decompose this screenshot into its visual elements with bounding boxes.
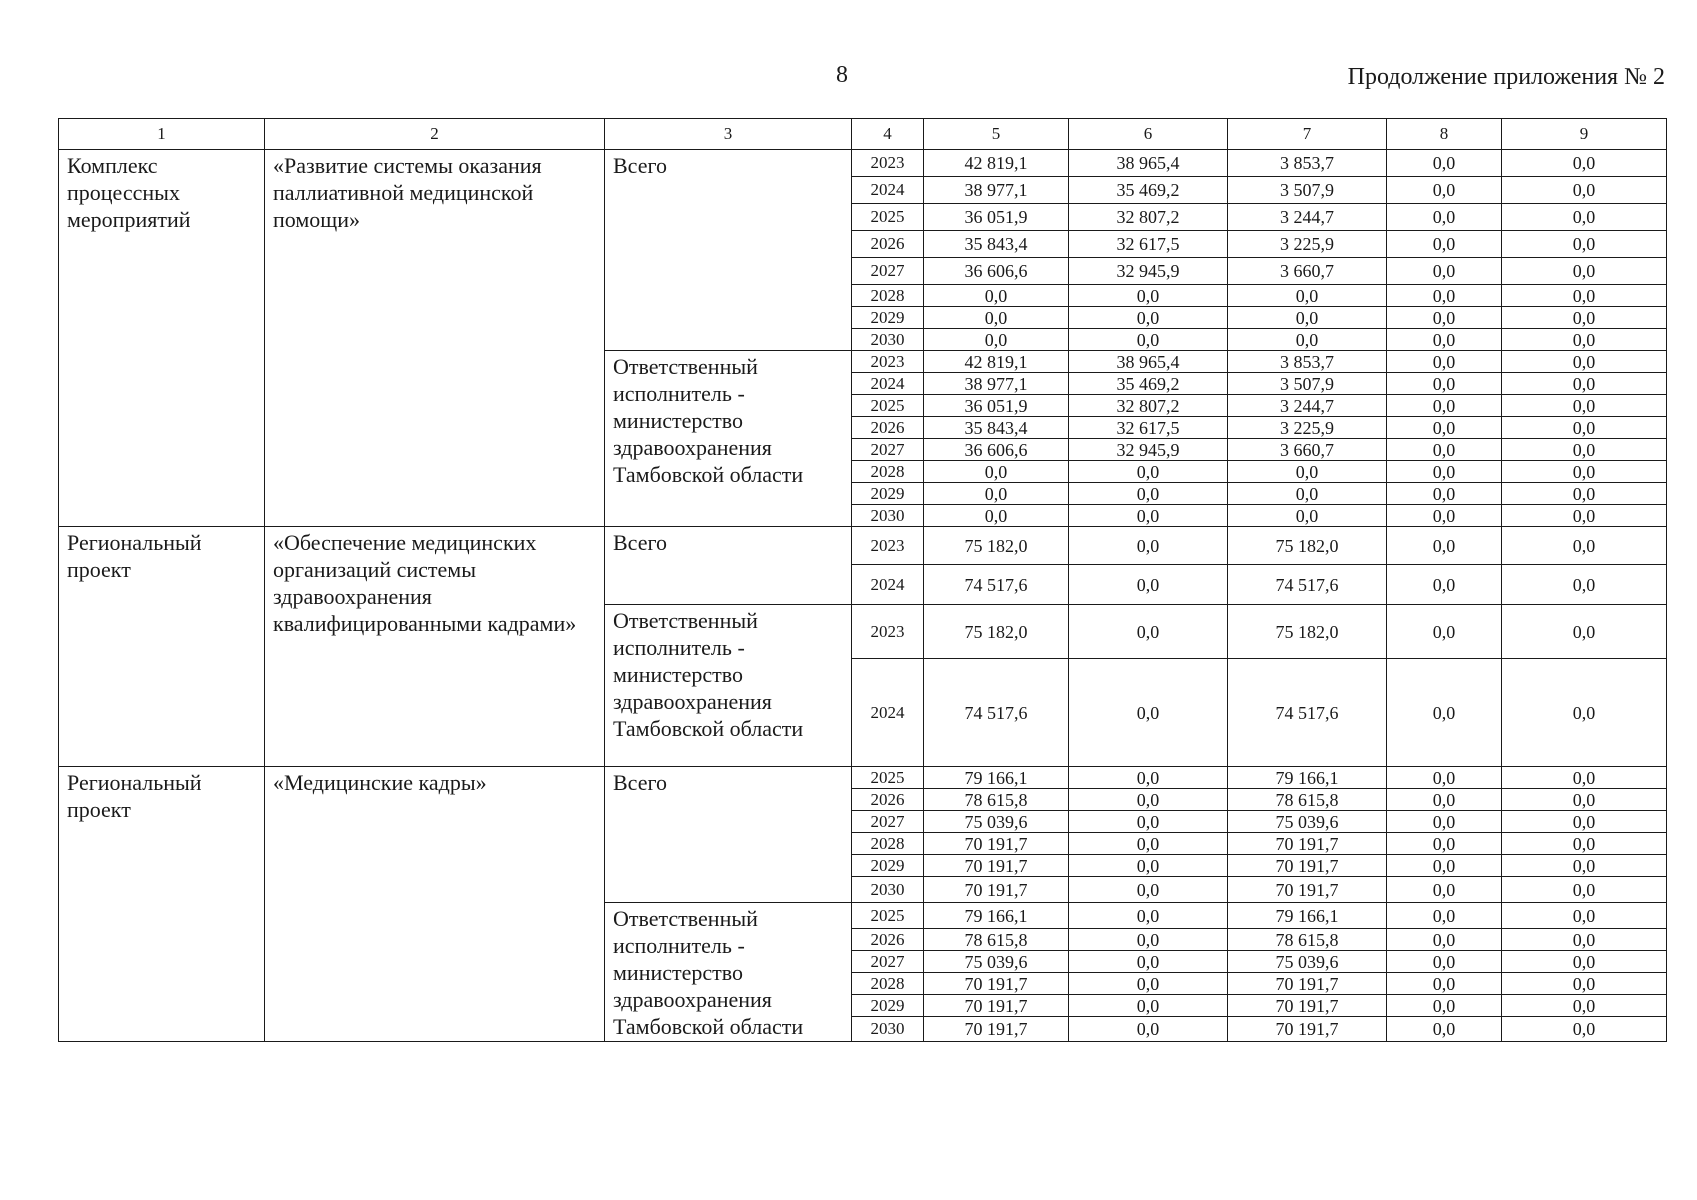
value-col9-cell: 0,0 [1502, 973, 1667, 995]
value-col7-cell: 3 853,7 [1228, 351, 1387, 373]
group-name-cell: «Медицинские кадры» [265, 767, 605, 1042]
subgroup-label-cell: Всего [605, 150, 852, 351]
value-col8-cell: 0,0 [1387, 483, 1502, 505]
value-col9-cell: 0,0 [1502, 150, 1667, 177]
value-col6-cell: 0,0 [1069, 973, 1228, 995]
year-cell: 2026 [852, 929, 924, 951]
value-col6-cell: 38 965,4 [1069, 351, 1228, 373]
column-header: 9 [1502, 119, 1667, 150]
year-cell: 2027 [852, 951, 924, 973]
value-col9-cell: 0,0 [1502, 439, 1667, 461]
value-col5-cell: 70 191,7 [924, 833, 1069, 855]
value-col5-cell: 0,0 [924, 307, 1069, 329]
year-cell: 2029 [852, 855, 924, 877]
value-col7-cell: 75 039,6 [1228, 951, 1387, 973]
year-cell: 2028 [852, 973, 924, 995]
value-col7-cell: 78 615,8 [1228, 929, 1387, 951]
value-col5-cell: 36 606,6 [924, 439, 1069, 461]
value-col6-cell: 0,0 [1069, 767, 1228, 789]
value-col8-cell: 0,0 [1387, 565, 1502, 605]
value-col6-cell: 0,0 [1069, 285, 1228, 307]
value-col8-cell: 0,0 [1387, 329, 1502, 351]
value-col9-cell: 0,0 [1502, 951, 1667, 973]
funding-table [58, 118, 1667, 1042]
value-col7-cell: 3 225,9 [1228, 417, 1387, 439]
value-col8-cell: 0,0 [1387, 767, 1502, 789]
value-col5-cell: 38 977,1 [924, 177, 1069, 204]
value-col6-cell: 32 807,2 [1069, 204, 1228, 231]
column-header: 4 [852, 119, 924, 150]
value-col7-cell: 70 191,7 [1228, 855, 1387, 877]
value-col5-cell: 79 166,1 [924, 903, 1069, 929]
value-col7-cell: 79 166,1 [1228, 903, 1387, 929]
value-col9-cell: 0,0 [1502, 1017, 1667, 1042]
value-col5-cell: 74 517,6 [924, 565, 1069, 605]
value-col6-cell: 0,0 [1069, 527, 1228, 565]
value-col7-cell: 0,0 [1228, 329, 1387, 351]
group-type-cell: Комплекс процессных мероприятий [59, 150, 265, 527]
year-cell: 2027 [852, 439, 924, 461]
value-col9-cell: 0,0 [1502, 307, 1667, 329]
year-cell: 2025 [852, 767, 924, 789]
value-col7-cell: 3 660,7 [1228, 258, 1387, 285]
page-number: 8 [836, 62, 848, 88]
year-cell: 2025 [852, 903, 924, 929]
year-cell: 2025 [852, 395, 924, 417]
value-col8-cell: 0,0 [1387, 659, 1502, 767]
value-col7-cell: 75 039,6 [1228, 811, 1387, 833]
value-col8-cell: 0,0 [1387, 505, 1502, 527]
value-col8-cell: 0,0 [1387, 351, 1502, 373]
value-col9-cell: 0,0 [1502, 527, 1667, 565]
column-header-row [59, 119, 1667, 150]
value-col6-cell: 0,0 [1069, 565, 1228, 605]
value-col8-cell: 0,0 [1387, 1017, 1502, 1042]
value-col5-cell: 75 182,0 [924, 527, 1069, 565]
value-col8-cell: 0,0 [1387, 307, 1502, 329]
value-col9-cell: 0,0 [1502, 285, 1667, 307]
value-col9-cell: 0,0 [1502, 903, 1667, 929]
year-cell: 2028 [852, 833, 924, 855]
subgroup-label-cell: Всего [605, 767, 852, 903]
value-col5-cell: 0,0 [924, 329, 1069, 351]
value-col9-cell: 0,0 [1502, 877, 1667, 903]
value-col6-cell: 0,0 [1069, 605, 1228, 659]
value-col6-cell: 0,0 [1069, 877, 1228, 903]
value-col7-cell: 70 191,7 [1228, 877, 1387, 903]
value-col7-cell: 70 191,7 [1228, 833, 1387, 855]
value-col9-cell: 0,0 [1502, 395, 1667, 417]
year-cell: 2030 [852, 1017, 924, 1042]
value-col8-cell: 0,0 [1387, 527, 1502, 565]
value-col8-cell: 0,0 [1387, 231, 1502, 258]
value-col5-cell: 36 051,9 [924, 204, 1069, 231]
value-col9-cell: 0,0 [1502, 659, 1667, 767]
year-cell: 2029 [852, 483, 924, 505]
value-col8-cell: 0,0 [1387, 204, 1502, 231]
value-col9-cell: 0,0 [1502, 483, 1667, 505]
value-col8-cell: 0,0 [1387, 811, 1502, 833]
year-cell: 2024 [852, 659, 924, 767]
value-col5-cell: 70 191,7 [924, 855, 1069, 877]
value-col6-cell: 0,0 [1069, 1017, 1228, 1042]
value-col7-cell: 70 191,7 [1228, 1017, 1387, 1042]
value-col6-cell: 0,0 [1069, 929, 1228, 951]
value-col6-cell: 32 807,2 [1069, 395, 1228, 417]
value-col7-cell: 3 507,9 [1228, 177, 1387, 204]
value-col5-cell: 36 051,9 [924, 395, 1069, 417]
value-col7-cell: 74 517,6 [1228, 659, 1387, 767]
year-cell: 2026 [852, 789, 924, 811]
value-col5-cell: 42 819,1 [924, 351, 1069, 373]
year-cell: 2027 [852, 258, 924, 285]
column-header: 3 [605, 119, 852, 150]
value-col7-cell: 75 182,0 [1228, 527, 1387, 565]
value-col6-cell: 32 945,9 [1069, 439, 1228, 461]
value-col6-cell: 0,0 [1069, 811, 1228, 833]
value-col5-cell: 74 517,6 [924, 659, 1069, 767]
value-col7-cell: 0,0 [1228, 483, 1387, 505]
year-cell: 2027 [852, 811, 924, 833]
value-col7-cell: 0,0 [1228, 307, 1387, 329]
value-col7-cell: 3 853,7 [1228, 150, 1387, 177]
column-header: 1 [59, 119, 265, 150]
value-col5-cell: 0,0 [924, 505, 1069, 527]
value-col9-cell: 0,0 [1502, 929, 1667, 951]
value-col6-cell: 32 945,9 [1069, 258, 1228, 285]
year-cell: 2023 [852, 351, 924, 373]
value-col8-cell: 0,0 [1387, 951, 1502, 973]
value-col5-cell: 70 191,7 [924, 973, 1069, 995]
year-cell: 2026 [852, 417, 924, 439]
value-col5-cell: 75 039,6 [924, 811, 1069, 833]
value-col9-cell: 0,0 [1502, 329, 1667, 351]
value-col7-cell: 70 191,7 [1228, 973, 1387, 995]
value-col7-cell: 3 244,7 [1228, 395, 1387, 417]
column-header: 6 [1069, 119, 1228, 150]
value-col7-cell: 75 182,0 [1228, 605, 1387, 659]
value-col7-cell: 74 517,6 [1228, 565, 1387, 605]
value-col7-cell: 3 507,9 [1228, 373, 1387, 395]
value-col9-cell: 0,0 [1502, 789, 1667, 811]
table-row [59, 150, 1667, 177]
value-col8-cell: 0,0 [1387, 439, 1502, 461]
value-col5-cell: 35 843,4 [924, 231, 1069, 258]
year-cell: 2023 [852, 527, 924, 565]
value-col8-cell: 0,0 [1387, 995, 1502, 1017]
value-col6-cell: 32 617,5 [1069, 231, 1228, 258]
value-col6-cell: 0,0 [1069, 659, 1228, 767]
subgroup-label-cell: Ответственный исполнитель - министерство здравоохранения Тамбовской области [605, 351, 852, 527]
value-col5-cell: 70 191,7 [924, 995, 1069, 1017]
value-col9-cell: 0,0 [1502, 565, 1667, 605]
value-col9-cell: 0,0 [1502, 417, 1667, 439]
value-col8-cell: 0,0 [1387, 833, 1502, 855]
value-col9-cell: 0,0 [1502, 833, 1667, 855]
value-col9-cell: 0,0 [1502, 995, 1667, 1017]
year-cell: 2023 [852, 150, 924, 177]
value-col6-cell: 0,0 [1069, 505, 1228, 527]
value-col9-cell: 0,0 [1502, 811, 1667, 833]
value-col7-cell: 0,0 [1228, 505, 1387, 527]
value-col6-cell: 32 617,5 [1069, 417, 1228, 439]
year-cell: 2025 [852, 204, 924, 231]
value-col6-cell: 38 965,4 [1069, 150, 1228, 177]
value-col8-cell: 0,0 [1387, 877, 1502, 903]
table-row [59, 767, 1667, 789]
value-col5-cell: 0,0 [924, 483, 1069, 505]
value-col6-cell: 0,0 [1069, 995, 1228, 1017]
value-col6-cell: 0,0 [1069, 461, 1228, 483]
subgroup-label-cell: Ответственный исполнитель - министерство здравоохранения Тамбовской области [605, 903, 852, 1042]
value-col8-cell: 0,0 [1387, 789, 1502, 811]
value-col6-cell: 35 469,2 [1069, 177, 1228, 204]
value-col9-cell: 0,0 [1502, 351, 1667, 373]
value-col7-cell: 3 225,9 [1228, 231, 1387, 258]
value-col8-cell: 0,0 [1387, 973, 1502, 995]
value-col7-cell: 79 166,1 [1228, 767, 1387, 789]
group-name-cell: «Развитие системы оказания паллиативной медицинской помощи» [265, 150, 605, 527]
column-header: 5 [924, 119, 1069, 150]
value-col9-cell: 0,0 [1502, 855, 1667, 877]
value-col5-cell: 0,0 [924, 461, 1069, 483]
value-col7-cell: 3 244,7 [1228, 204, 1387, 231]
value-col6-cell: 0,0 [1069, 903, 1228, 929]
value-col5-cell: 75 039,6 [924, 951, 1069, 973]
value-col5-cell: 35 843,4 [924, 417, 1069, 439]
value-col7-cell: 78 615,8 [1228, 789, 1387, 811]
value-col5-cell: 78 615,8 [924, 789, 1069, 811]
subgroup-label-cell: Всего [605, 527, 852, 605]
page-heading: Продолжение приложения № 2 [1347, 64, 1665, 90]
year-cell: 2024 [852, 177, 924, 204]
year-cell: 2030 [852, 877, 924, 903]
value-col5-cell: 70 191,7 [924, 1017, 1069, 1042]
value-col9-cell: 0,0 [1502, 605, 1667, 659]
year-cell: 2030 [852, 329, 924, 351]
value-col9-cell: 0,0 [1502, 204, 1667, 231]
value-col8-cell: 0,0 [1387, 855, 1502, 877]
value-col8-cell: 0,0 [1387, 177, 1502, 204]
value-col7-cell: 3 660,7 [1228, 439, 1387, 461]
value-col8-cell: 0,0 [1387, 285, 1502, 307]
value-col5-cell: 78 615,8 [924, 929, 1069, 951]
year-cell: 2026 [852, 231, 924, 258]
table-row [59, 527, 1667, 565]
year-cell: 2023 [852, 605, 924, 659]
value-col9-cell: 0,0 [1502, 177, 1667, 204]
value-col6-cell: 0,0 [1069, 307, 1228, 329]
value-col8-cell: 0,0 [1387, 258, 1502, 285]
value-col8-cell: 0,0 [1387, 903, 1502, 929]
year-cell: 2024 [852, 565, 924, 605]
year-cell: 2028 [852, 285, 924, 307]
value-col8-cell: 0,0 [1387, 461, 1502, 483]
value-col5-cell: 36 606,6 [924, 258, 1069, 285]
value-col6-cell: 0,0 [1069, 789, 1228, 811]
column-header: 7 [1228, 119, 1387, 150]
year-cell: 2029 [852, 307, 924, 329]
value-col8-cell: 0,0 [1387, 417, 1502, 439]
value-col8-cell: 0,0 [1387, 373, 1502, 395]
value-col6-cell: 0,0 [1069, 855, 1228, 877]
value-col6-cell: 0,0 [1069, 329, 1228, 351]
column-header: 2 [265, 119, 605, 150]
value-col9-cell: 0,0 [1502, 373, 1667, 395]
year-cell: 2028 [852, 461, 924, 483]
year-cell: 2024 [852, 373, 924, 395]
value-col9-cell: 0,0 [1502, 461, 1667, 483]
value-col6-cell: 0,0 [1069, 951, 1228, 973]
group-name-cell: «Обеспечение медицинских организаций системы здравоохранения квалифицированными кадрами» [265, 527, 605, 767]
value-col5-cell: 0,0 [924, 285, 1069, 307]
group-type-cell: Региональный проект [59, 527, 265, 767]
value-col9-cell: 0,0 [1502, 505, 1667, 527]
value-col8-cell: 0,0 [1387, 150, 1502, 177]
subgroup-label-cell: Ответственный исполнитель - министерство здравоохранения Тамбовской области [605, 605, 852, 767]
value-col7-cell: 0,0 [1228, 285, 1387, 307]
value-col5-cell: 70 191,7 [924, 877, 1069, 903]
value-col5-cell: 42 819,1 [924, 150, 1069, 177]
column-header: 8 [1387, 119, 1502, 150]
value-col7-cell: 70 191,7 [1228, 995, 1387, 1017]
table-body [59, 150, 1667, 1042]
value-col5-cell: 79 166,1 [924, 767, 1069, 789]
value-col8-cell: 0,0 [1387, 605, 1502, 659]
value-col5-cell: 38 977,1 [924, 373, 1069, 395]
value-col8-cell: 0,0 [1387, 929, 1502, 951]
value-col6-cell: 0,0 [1069, 833, 1228, 855]
value-col9-cell: 0,0 [1502, 258, 1667, 285]
value-col6-cell: 35 469,2 [1069, 373, 1228, 395]
value-col7-cell: 0,0 [1228, 461, 1387, 483]
year-cell: 2030 [852, 505, 924, 527]
value-col9-cell: 0,0 [1502, 231, 1667, 258]
group-type-cell: Региональный проект [59, 767, 265, 1042]
value-col8-cell: 0,0 [1387, 395, 1502, 417]
year-cell: 2029 [852, 995, 924, 1017]
value-col9-cell: 0,0 [1502, 767, 1667, 789]
value-col6-cell: 0,0 [1069, 483, 1228, 505]
value-col5-cell: 75 182,0 [924, 605, 1069, 659]
